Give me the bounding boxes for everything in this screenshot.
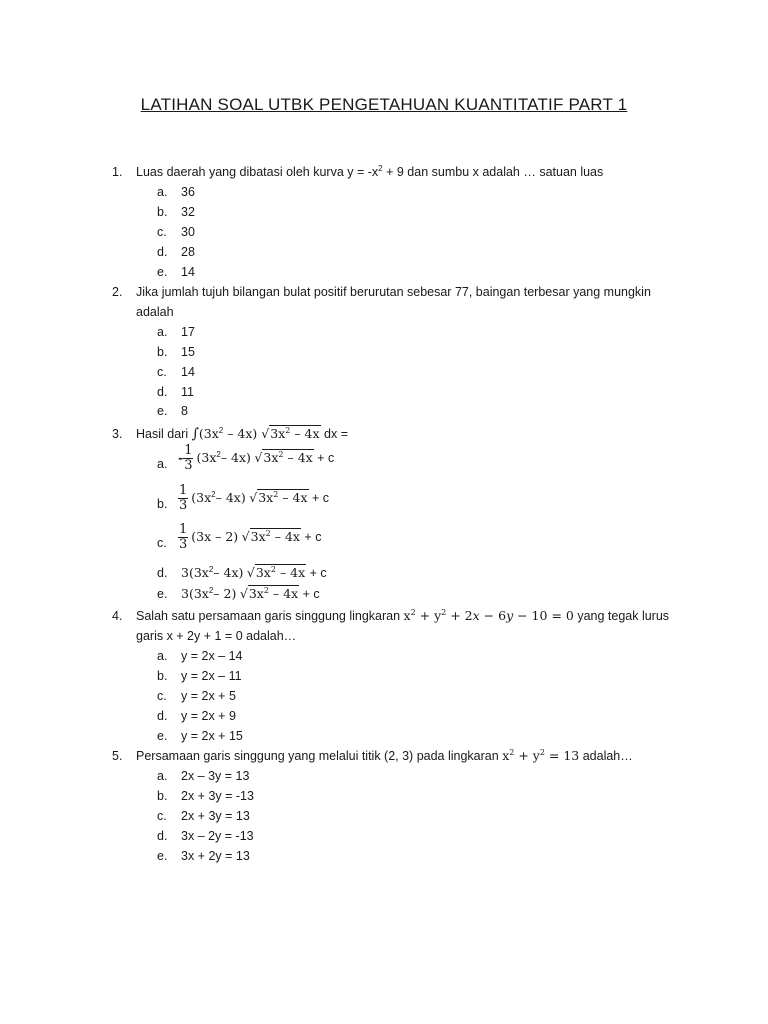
question-2-number: 2.	[112, 285, 123, 299]
option-text: 36	[181, 185, 195, 199]
option-label: b.	[157, 205, 168, 219]
option-label: b.	[157, 789, 168, 803]
option-text: y = 2x + 15	[181, 729, 243, 743]
fraction: $\frac{1}{3}$	[179, 483, 188, 514]
fraction: $\frac{1}{3}$	[179, 522, 188, 553]
option-text: 2x – 3y = 13	[181, 769, 250, 783]
option-text: 11	[181, 385, 194, 399]
option-label: b.	[157, 669, 168, 683]
option-label: c.	[157, 365, 167, 379]
circle-equation: $x^2 + y^2 = 13$	[502, 748, 580, 763]
option-text: 3x – 2y = -13	[181, 829, 254, 843]
option-label: d.	[157, 829, 168, 843]
question-4-number: 4.	[112, 609, 123, 623]
option-text: 3x + 2y = 13	[181, 849, 250, 863]
option-label: e.	[157, 587, 168, 601]
option-text: 14	[181, 365, 195, 379]
option-label: a.	[157, 769, 168, 783]
option-label: a.	[157, 325, 168, 339]
question-5-number: 5.	[112, 749, 123, 763]
option-text: y = 2x – 11	[181, 669, 242, 683]
option-label: b.	[157, 345, 168, 359]
option-text: 17	[181, 325, 195, 339]
option-label: d.	[157, 245, 168, 259]
option-text: y = 2x – 14	[181, 649, 243, 663]
option-label: e.	[157, 849, 168, 863]
option-label: d.	[157, 709, 168, 723]
option-text: y = 2x + 5	[181, 689, 236, 703]
question-2-text-continued: adalah	[136, 305, 174, 319]
option-text: 14	[181, 265, 195, 279]
question-3-text: Hasil dari $\int(3x^2 - 4x)$ $√3x^2 - 4x$ dx =	[136, 426, 349, 442]
question-1-text: Luas daerah yang dibatasi oleh kurva $y = -x^2 + 9$ dan sumbu x adalah … satuan luas	[136, 164, 604, 179]
question-3-number: 3.	[112, 427, 123, 441]
option-text: 32	[181, 205, 195, 219]
page-title: LATIHAN SOAL UTBK PENGETAHUAN KUANTITATIF PART 1	[140, 95, 628, 114]
option-text: $\frac{1}{3}$ ($3x^2-$ 4x) $√3x^2 - 4x + c$	[179, 483, 329, 514]
option-label: a.	[157, 649, 168, 663]
fraction: $\frac{1}{3}$	[184, 443, 193, 474]
option-label: c.	[157, 536, 167, 550]
option-text: 30	[181, 225, 195, 239]
option-text: 8	[181, 404, 188, 418]
question-1-number: 1.	[112, 165, 123, 179]
option-label: e.	[157, 404, 168, 418]
question-4-text: Salah satu persamaan garis singgung lingkaran $x^2 + y^2 + 2x - 6y - 10 = 0$ yang tegak lurus	[136, 608, 670, 623]
integral-symbol: ∫	[191, 426, 199, 442]
option-label: c.	[157, 689, 167, 703]
option-text: - $\frac{1}{3}$ ($3x^2-$ 4x) $√3x^2 - 4x + c$	[178, 443, 335, 474]
option-label: e.	[157, 265, 168, 279]
option-label: d.	[157, 385, 168, 399]
option-text: $3(3x^2-$ 4x) $√3x^2 - 4x + c$	[181, 565, 327, 580]
option-label: d.	[157, 566, 168, 580]
option-text: $\frac{1}{3}$ (3x – 2) $√3x^2 - 4x + c$	[179, 522, 322, 553]
option-text: y = 2x + 9	[181, 709, 236, 723]
question-2-text: Jika jumlah tujuh bilangan bulat positif berurutan sebesar 77, baingan terbesar yang mungkin	[136, 285, 651, 299]
circle-equation: $x^2 + y^2 + 2x - 6y - 10 = 0$	[403, 608, 574, 623]
option-label: e.	[157, 729, 168, 743]
question-4-text-continued: garis x + 2y + 1 = 0 adalah…	[136, 629, 297, 643]
option-label: c.	[157, 225, 167, 239]
option-text: 2x + 3y = 13	[181, 809, 250, 823]
option-text: 28	[181, 245, 195, 259]
question-5-text: Persamaan garis singgung yang melalui titik (2, 3) pada lingkaran $x^2 + y^2 = 13$ adalah…	[136, 748, 633, 763]
option-text: 15	[181, 345, 195, 359]
option-label: a.	[157, 185, 168, 199]
option-label: a.	[157, 457, 168, 471]
option-label: b.	[157, 497, 168, 511]
option-text: $3(3x^2-$ 2) $√3x^2 - 4x + c$	[181, 586, 320, 601]
option-label: c.	[157, 809, 167, 823]
option-text: 2x + 3y = -13	[181, 789, 254, 803]
